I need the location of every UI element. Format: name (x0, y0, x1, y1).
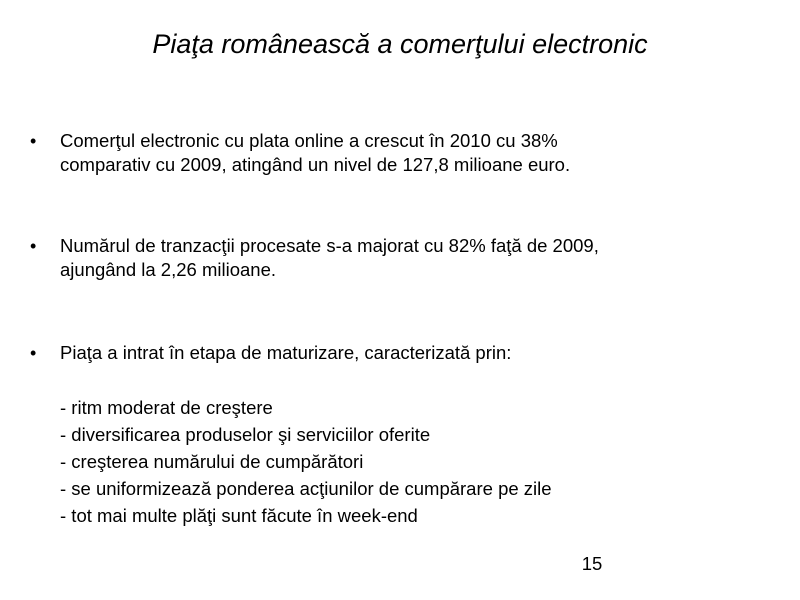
bullet-text-line: Piaţa a intrat în etapa de maturizare, caracterizată prin: (60, 342, 512, 363)
bullet-text-line: Comerţul electronic cu plata online a crescut în 2010 cu 38% (60, 130, 558, 151)
bullet-dot-icon: • (30, 131, 37, 151)
bullet-text (60, 234, 740, 282)
bullet-dot-icon: • (30, 343, 37, 363)
bullet-text (60, 129, 740, 177)
slide-title: Piaţa românească a comerţului electronic (152, 29, 648, 59)
sub-list-item: - tot mai multe plăţi sunt făcute în week-end (60, 505, 418, 526)
bullet-text-line: ajungând la 2,26 milioane. (60, 259, 276, 280)
bullet-text-line: comparativ cu 2009, atingând un nivel de 127,8 milioane euro. (60, 154, 571, 175)
bullet-text (60, 341, 740, 365)
sub-list-item: - creşterea numărului de cumpărători (60, 451, 364, 472)
bullet-text-line: Numărul de tranzacţii procesate s-a majorat cu 82% faţă de 2009, (60, 235, 599, 256)
sub-list (60, 394, 740, 529)
page-number: 15 (581, 553, 603, 574)
sub-list-item: - se uniformizează ponderea acţiunilor de cumpărare pe zile (60, 478, 552, 499)
bullet-dot-icon: • (30, 236, 37, 256)
sub-list-item: - ritm moderat de creştere (60, 397, 273, 418)
sub-list-item: - diversificarea produselor şi serviciilor oferite (60, 424, 431, 445)
